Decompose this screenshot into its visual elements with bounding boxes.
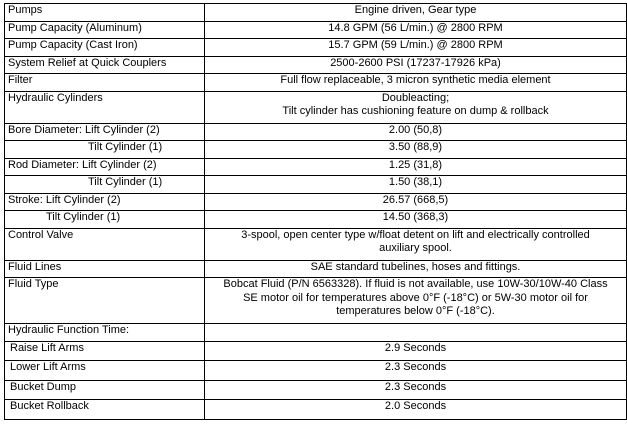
row-label: Hydraulic Cylinders [5,91,205,123]
table-row [5,4,627,22]
row-label: Pump Capacity (Cast Iron) [5,39,205,57]
row-value: 2.3 Seconds [205,361,627,381]
row-value: 1.25 (31,8) [205,158,627,176]
table-row [5,260,627,278]
value-line: Tilt cylinder has cushioning feature on dump & rollback [282,105,549,117]
row-label [5,141,205,159]
row-label-text: Raise Lift Arms [10,341,84,354]
table-row [5,380,627,400]
row-label: Filter [5,74,205,92]
table-row [5,123,627,141]
row-value: 14.50 (368,3) [205,211,627,229]
row-label: System Relief at Quick Couplers [5,56,205,74]
table-row [5,74,627,92]
row-value [205,324,627,342]
row-label-text: Bucket Dump [10,380,77,393]
row-label: Fluid Type [5,278,205,324]
row-value: 15.7 GPM (59 L/min.) @ 2800 RPM [205,39,627,57]
row-value: 3.50 (88,9) [205,141,627,159]
value-line: Bobcat Fluid (P/N 6563328). If fluid is not available, use 10W-30/10W-40 Class [223,278,608,290]
row-label: Control Valve [5,228,205,260]
row-label-text: Tilt Cylinder (1) [88,176,163,188]
value-line: auxiliary spool. [379,242,452,254]
row-label: Pumps [5,4,205,22]
table-row [5,141,627,159]
table-row [5,91,627,123]
table-row [5,400,627,420]
row-label: Hydraulic Function Time: [5,324,205,342]
table-row [5,39,627,57]
value-line: 3-spool, open center type w/float detent on lift and electrically controlled [241,228,590,241]
table-row [5,56,627,74]
row-value: 1.50 (38,1) [205,176,627,194]
value-line: temperatures below 0°F (-18°C). [336,305,495,317]
row-label-text: Tilt Cylinder (1) [46,211,121,223]
row-value: 2.3 Seconds [205,380,627,400]
row-label [5,176,205,194]
row-value: Engine driven, Gear type [205,4,627,22]
table-row [5,211,627,229]
row-label-text: Tilt Cylinder (1) [88,141,163,153]
row-label-text: Lower Lift Arms [10,361,86,373]
row-label [5,341,205,361]
row-label: Pump Capacity (Aluminum) [5,21,205,39]
row-value: 2.9 Seconds [205,341,627,361]
table-row [5,21,627,39]
hydraulic-spec-table [4,3,627,420]
table-row [5,228,627,260]
row-value: 14.8 GPM (56 L/min.) @ 2800 RPM [205,21,627,39]
table-row [5,278,627,324]
table-row [5,361,627,381]
table-row [5,193,627,211]
row-label: Rod Diameter: Lift Cylinder (2) [5,158,205,176]
row-value: 26.57 (668,5) [205,193,627,211]
row-label [5,361,205,381]
row-value [205,228,627,260]
value-line: SE motor oil for temperatures above 0°F (-18°C) or 5W-30 motor oil for [243,291,588,304]
table-row [5,176,627,194]
row-label-text: Bucket Rollback [10,400,89,412]
row-value: SAE standard tubelines, hoses and fittings. [205,260,627,278]
row-label [5,211,205,229]
row-label [5,400,205,420]
row-value: 2500-2600 PSI (17237-17926 kPa) [205,56,627,74]
row-value [205,91,627,123]
row-label: Stroke: Lift Cylinder (2) [5,193,205,211]
row-label [5,380,205,400]
row-value: 2.00 (50,8) [205,123,627,141]
row-value: Full flow replaceable, 3 micron synthetic media element [205,74,627,92]
row-value: 2.0 Seconds [205,400,627,420]
row-label: Fluid Lines [5,260,205,278]
value-line: Doubleacting; [381,91,450,104]
table-row [5,341,627,361]
row-value [205,278,627,324]
table-row [5,324,627,342]
row-label: Bore Diameter: Lift Cylinder (2) [5,123,205,141]
table-row [5,158,627,176]
